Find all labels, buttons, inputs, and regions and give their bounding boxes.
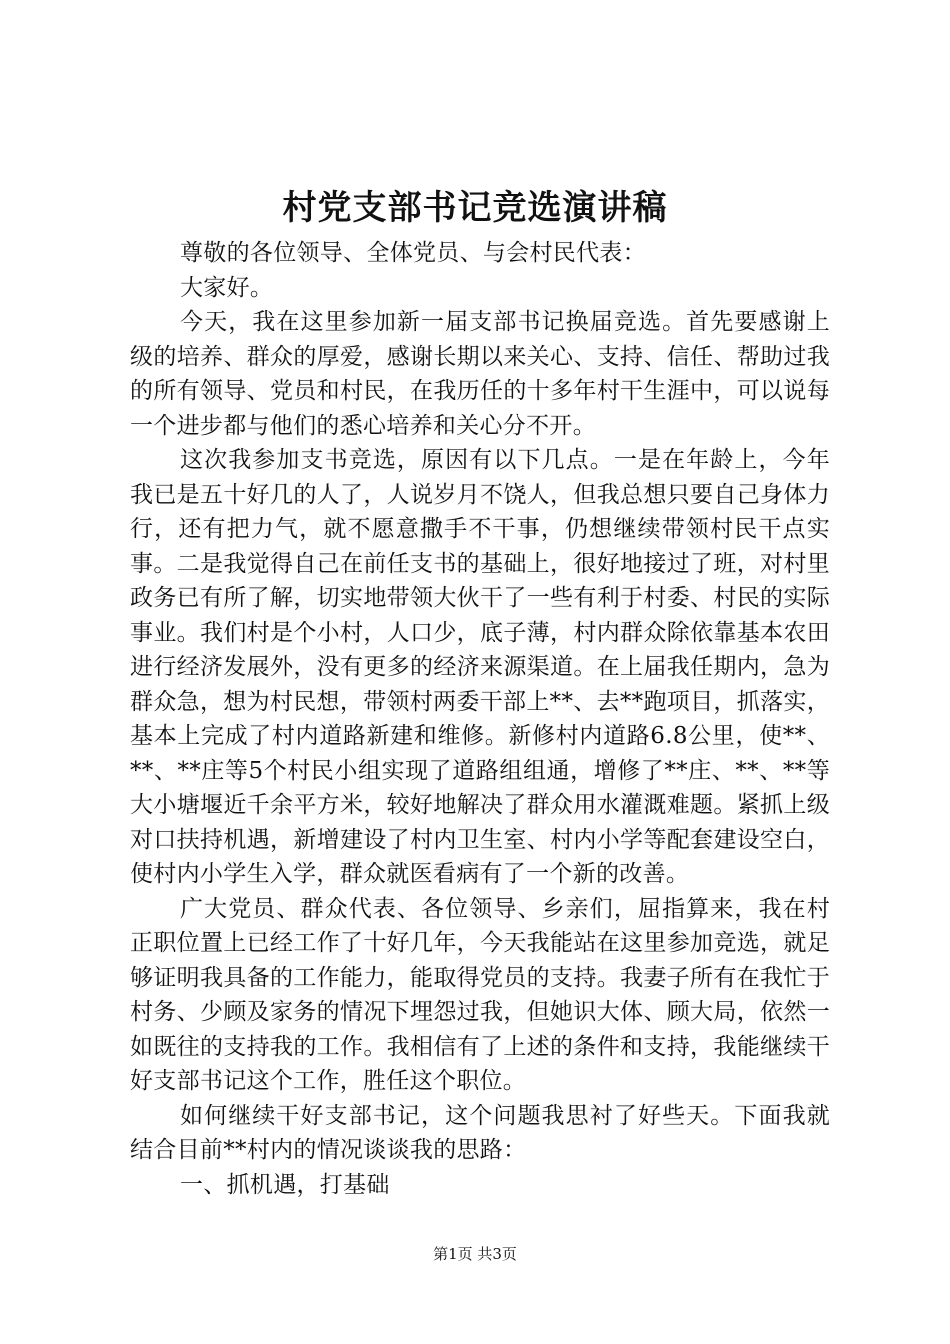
body-paragraph: 今天，我在这里参加新一届支部书记换届竞选。首先要感谢上级的培养、群众的厚爱，感谢长期以来关心、支持、信任、帮助过我的所有领导、党员和村民，在我历任的十多年村干生涯中，可以说每一个进步都与他们的悉心培养和关心分不开。 bbox=[130, 309, 830, 439]
page-number-footer: 第1页 共3页 bbox=[433, 1245, 517, 1263]
greeting-paragraph: 大家好。 bbox=[180, 274, 274, 301]
document-title: 村党支部书记竞选演讲稿 bbox=[282, 188, 668, 228]
section-heading: 一、抓机遇，打基础 bbox=[180, 1171, 390, 1198]
document-body bbox=[130, 236, 830, 1202]
body-paragraph: 这次我参加支书竞选，原因有以下几点。一是在年龄上，今年我已是五十好几的人了，人说岁月不饶人，但我总想只要自己身体力行，还有把力气，就不愿意撒手不干事，仍想继续带领村民干点实事。二是我觉得自己在前任支书的基础上，很好地接过了班，对村里政务已有所了解，切实地带领大伙干了一些有利于村委、村民的实际事业。我们村是个小村，人口少，底子薄，村内群众除依靠基本农田进行经济发展外，没有更多的经济来源渠道。在上届我任期内，急为群众急，想为村民想，带领村两委干部上**、去**跑项目，抓落实，基本上完成了村内道路新建和维修。新修村内道路6.8公里，使**、**、**庄等5个村民小组实现了道路组组通，增修了**庄、**、**等大小塘堰近千余平方米，较好地解决了群众用水灌溉难题。紧抓上级对口扶持机遇，新增建设了村内卫生室、村内小学等配套建设空白，使村内小学生入学，群众就医看病有了一个新的改善。 bbox=[130, 447, 830, 887]
salutation-paragraph: 尊敬的各位领导、全体党员、与会村民代表： bbox=[180, 240, 646, 266]
body-paragraph: 如何继续干好支部书记，这个问题我思衬了好些天。下面我就结合目前**村内的情况谈谈我的思路： bbox=[130, 1102, 830, 1163]
body-paragraph: 广大党员、群众代表、各位领导、乡亲们，屈指算来，我在村正职位置上已经工作了十好几年，今天我能站在这里参加竞选，就足够证明我具备的工作能力，能取得党员的支持。我妻子所有在我忙于村务、少顾及家务的情况下埋怨过我，但她识大体、顾大局，依然一如既往的支持我的工作。我相信有了上述的条件和支持，我能继续干好支部书记这个工作，胜任这个职位。 bbox=[130, 895, 830, 1094]
